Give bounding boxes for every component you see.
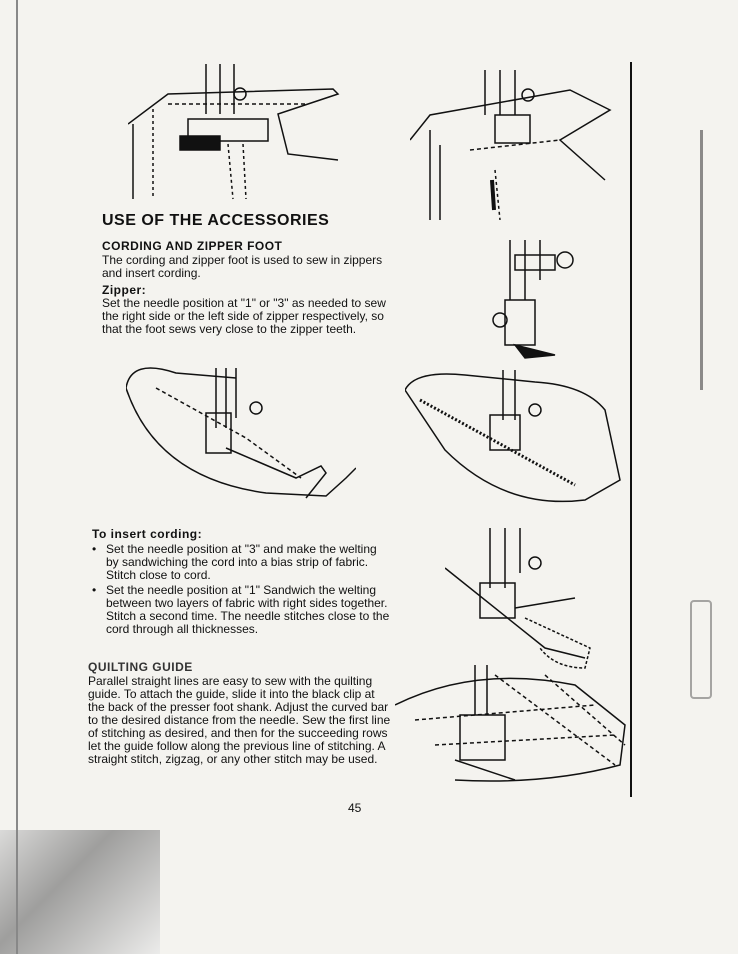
zipper-foot-illustration-2: [410, 70, 615, 220]
left-edge-line: [16, 0, 18, 954]
cording-foot-intro: The cording and zipper foot is used to sew in zippers and insert cording.: [102, 253, 383, 280]
margin-bleed-marks: [700, 130, 713, 390]
quilting-guide-text: Parallel straight lines are easy to sew with the quilting guide. To attach the guide, slide it into the black clip at the back of the presser foot shank. Adjust the curved bar to the desired distance from the needle. Sew the first line of stitching as desired, and then for the succeeding rows let the guide follow along the previous line of stitching. A straight stitch, zigzag, or any other stitch may be used.: [88, 674, 391, 766]
zipper-text: Set the needle position at "1" or "3" as needed to sew the right side or the left side of zipper respectively, so that the foot sews very close to the zipper teeth.: [102, 296, 386, 336]
margin-bleed-marks-lower: [690, 600, 712, 699]
scan-shadow: [0, 830, 160, 954]
column-divider: [630, 62, 632, 797]
cording-foot-illustration-3: [445, 528, 595, 678]
cording-foot-heading: CORDING AND ZIPPER FOOT: [102, 239, 283, 253]
insert-cording-list: [92, 543, 392, 638]
page-number: 45: [348, 801, 362, 815]
zipper-foot-side-illustration: [485, 240, 580, 360]
quilting-guide-illustration: [395, 665, 630, 790]
section-title: USE OF THE ACCESSORIES: [102, 212, 330, 229]
zipper-heading: Zipper:: [102, 283, 147, 297]
cording-illustration-2: [405, 370, 625, 510]
insert-cording-heading: To insert cording:: [92, 527, 203, 541]
list-item: • Set the needle position at "1" Sandwich the welting between two layers of fabric with right sides together. Stitch a second time. The needle stitches close to the cord through all thicknesses.: [92, 584, 392, 636]
cording-illustration-1: [126, 358, 356, 506]
zipper-foot-illustration-1: [128, 64, 340, 204]
list-item: • Set the needle position at "3" and make the welting by sandwiching the cord into a bias strip of fabric. Stitch close to cord.: [92, 543, 392, 582]
quilting-guide-heading: QUILTING GUIDE: [88, 660, 193, 674]
